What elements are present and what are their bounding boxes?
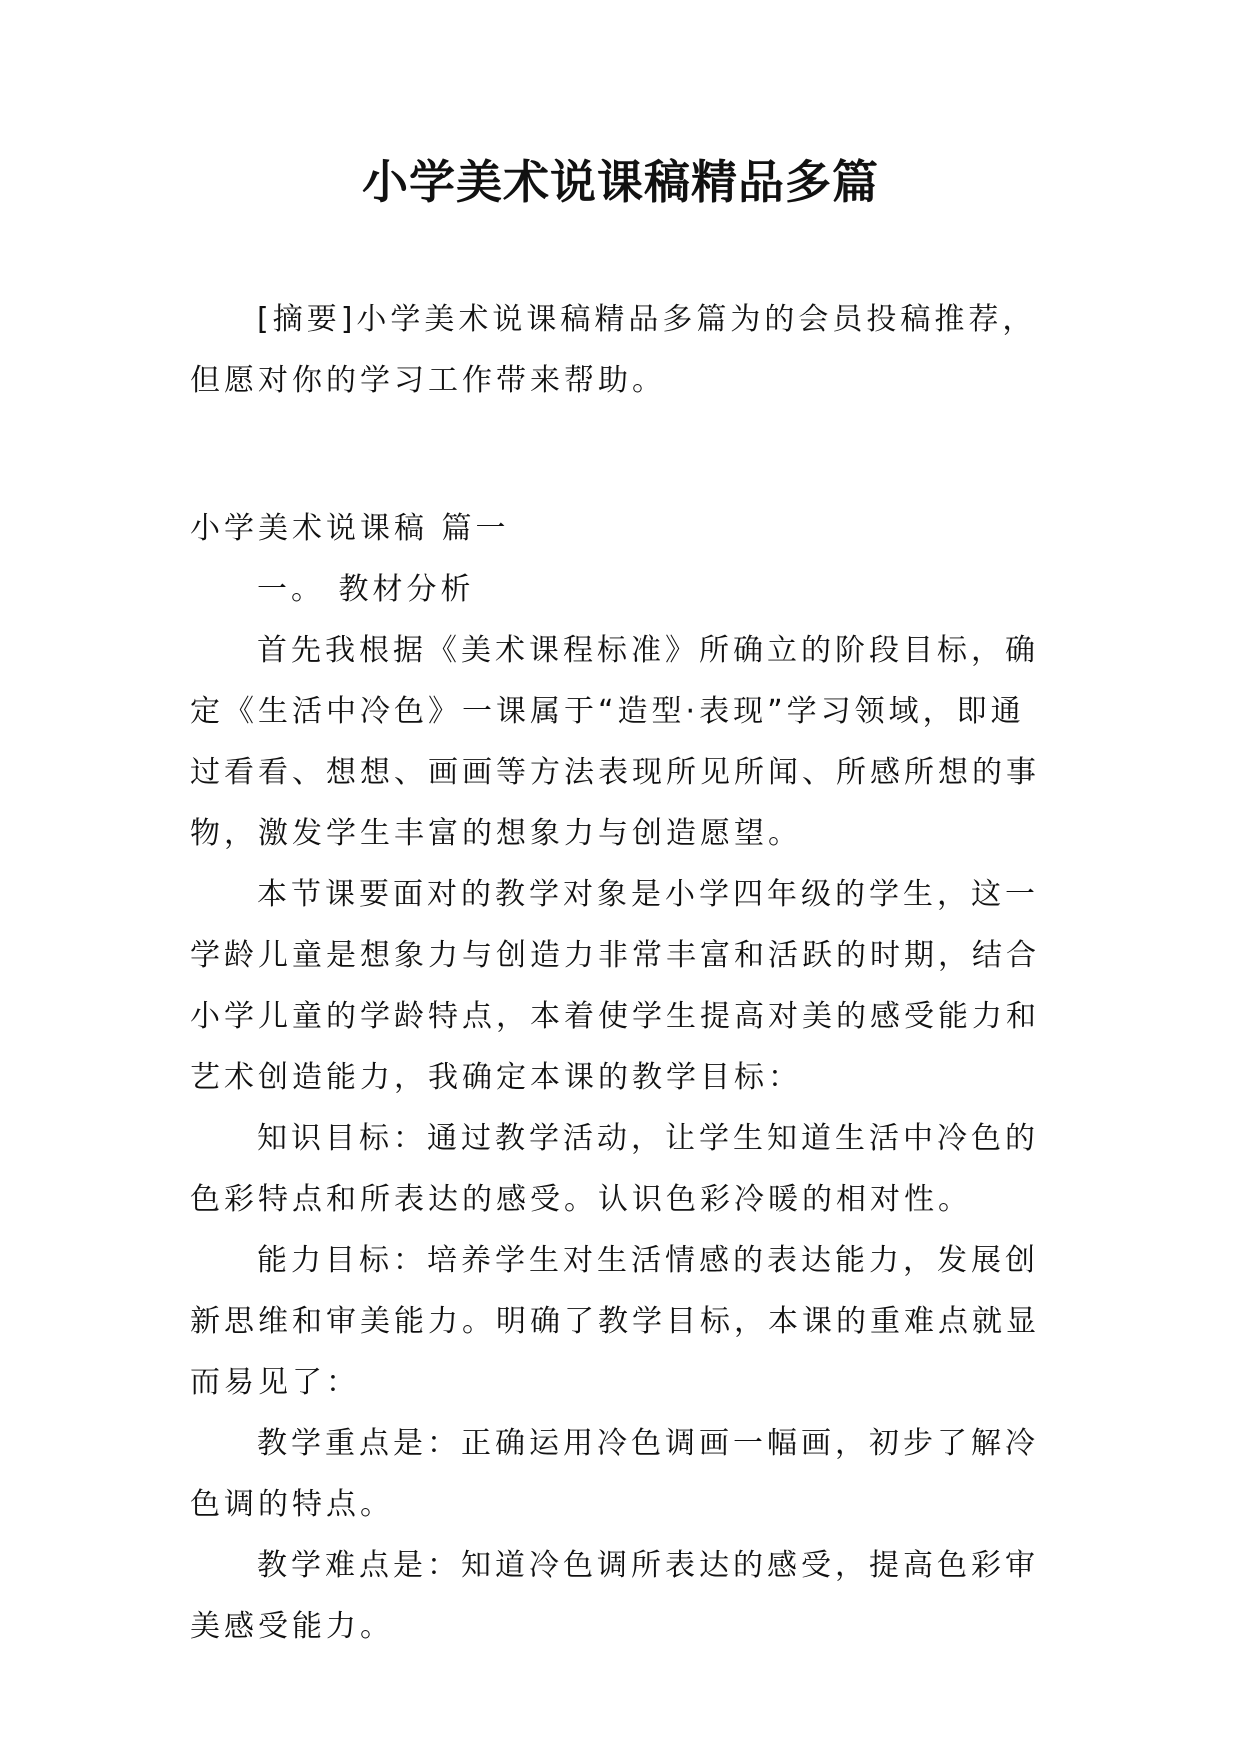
body-paragraph: 首先我根据《美术课程标准》所确立的阶段目标，确定《生活中冷色》一课属于“造型·表现”学习领域，即通过看看、想想、画画等方法表现所见所闻、所感所想的事物，激发学生丰富的想象力与创造愿望。 — [190, 633, 1040, 851]
subheading: 一。 教材分析 — [257, 572, 475, 607]
document-body — [190, 289, 1050, 1657]
body-paragraph: 教学难点是：知道冷色调所表达的感受，提高色彩审美感受能力。 — [190, 1548, 1039, 1644]
body-paragraph: 教学重点是：正确运用冷色调画一幅画，初步了解冷色调的特点。 — [190, 1426, 1039, 1522]
document-title: 小学美术说课稿精品多篇 — [362, 155, 879, 209]
body-paragraph: 知识目标：通过教学活动，让学生知道生活中冷色的色彩特点和所表达的感受。认识色彩冷暖的相对性。 — [190, 1121, 1039, 1217]
body-paragraph: 本节课要面对的教学对象是小学四年级的学生，这一学龄儿童是想象力与创造力非常丰富和活跃的时期，结合小学儿童的学龄特点，本着使学生提高对美的感受能力和艺术创造能力，我确定本课的教学目标： — [190, 877, 1040, 1095]
section-heading: 小学美术说课稿 篇一 — [190, 511, 510, 546]
abstract-paragraph: [摘要]小学美术说课稿精品多篇为的会员投稿推荐，但愿对你的学习工作带来帮助。 — [190, 302, 1037, 398]
body-paragraph: 能力目标：培养学生对生活情感的表达能力，发展创新思维和审美能力。明确了教学目标，本课的重难点就显而易见了： — [190, 1243, 1040, 1400]
